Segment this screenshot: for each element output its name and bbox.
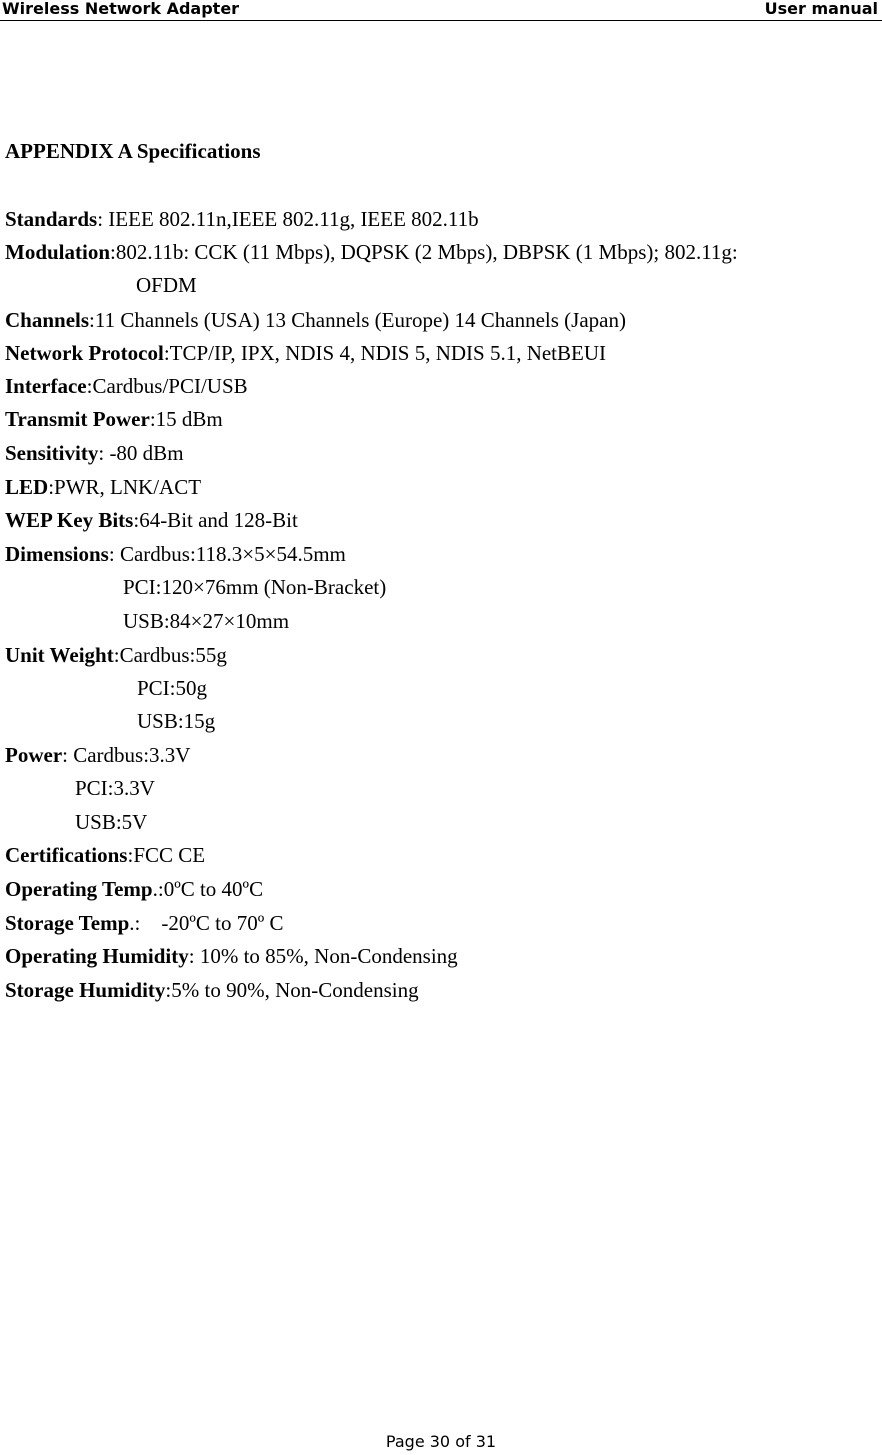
spec-label: Dimensions — [5, 542, 109, 566]
spec-dimensions-usb: USB:84×27×10mm — [123, 609, 290, 633]
spec-label: Modulation — [5, 240, 111, 264]
spec-value: -80 dBm — [109, 441, 184, 465]
spec-value: IEEE 802.11n,IEEE 802.11g, IEEE 802.11b — [108, 207, 479, 231]
spec-modulation — [5, 239, 738, 265]
spec-modulation-cont: OFDM — [136, 273, 197, 297]
spec-separator: : — [86, 374, 93, 398]
spec-dimensions-pci: PCI:120×76mm (Non-Bracket) — [123, 575, 387, 599]
spec-label: Standards — [5, 207, 98, 231]
appendix-title: APPENDIX A Specifications — [5, 139, 261, 163]
spec-separator: : — [62, 743, 74, 767]
spec-value: 15 dBm — [155, 407, 223, 431]
spec-value: PWR, LNK/ACT — [54, 475, 202, 499]
spec-label: Certifications — [5, 843, 128, 867]
spec-label: Storage Humidity — [5, 978, 166, 1002]
spec-separator: .: — [129, 911, 162, 935]
spec-separator: : — [110, 240, 116, 264]
spec-value: -20ºC to 70º C — [161, 911, 284, 935]
spec-interface — [5, 373, 248, 399]
spec-separator: : — [98, 441, 110, 465]
page-number: Page 30 of 31 — [385, 1432, 497, 1451]
spec-separator: : — [133, 508, 140, 532]
spec-power — [5, 742, 190, 768]
spec-label: Transmit Power — [5, 407, 150, 431]
spec-label: Sensitivity — [5, 441, 99, 465]
spec-network-protocol — [5, 340, 606, 366]
spec-separator: : — [89, 308, 95, 332]
spec-label: WEP Key Bits — [5, 508, 134, 532]
spec-value: TCP/IP, IPX, NDIS 4, NDIS 5, NDIS 5.1, NetBEUI — [169, 341, 607, 365]
spec-value: 64-Bit and 128-Bit — [139, 508, 298, 532]
spec-unit-weight-pci: PCI:50g — [137, 676, 208, 700]
spec-separator: : — [149, 407, 156, 431]
spec-unit-weight — [5, 642, 227, 668]
spec-separator: : — [165, 978, 172, 1002]
spec-value: 5% to 90%, Non-Condensing — [171, 978, 419, 1002]
spec-separator: : — [97, 207, 109, 231]
page-header — [0, 0, 882, 21]
spec-standards — [5, 206, 479, 232]
spec-separator: .: — [152, 877, 164, 901]
spec-label: Power — [5, 743, 63, 767]
spec-separator: : — [188, 944, 200, 968]
spec-separator: : — [163, 341, 170, 365]
spec-value: 11 Channels (USA) 13 Channels (Europe) 14 Channels (Japan) — [94, 308, 626, 332]
header-product-name: Wireless Network Adapter — [2, 0, 240, 18]
spec-separator: : — [48, 475, 55, 499]
spec-separator: : — [113, 643, 120, 667]
spec-label: Storage Temp — [5, 911, 130, 935]
spec-label: Operating Humidity — [5, 944, 189, 968]
spec-value: Cardbus:3.3V — [73, 743, 191, 767]
spec-value: 802.11b: CCK (11 Mbps), DQPSK (2 Mbps), DBPSK (1 Mbps); 802.11g: — [115, 240, 738, 264]
spec-storage-temp — [5, 910, 283, 936]
spec-value: Cardbus/PCI/USB — [92, 374, 248, 398]
spec-storage-humidity — [5, 977, 419, 1003]
spec-separator: : — [108, 542, 120, 566]
spec-power-usb: USB:5V — [75, 810, 148, 834]
spec-dimensions — [5, 541, 346, 567]
spec-value: 10% to 85%, Non-Condensing — [199, 944, 458, 968]
spec-value: Cardbus:55g — [119, 643, 227, 667]
header-doc-type: User manual — [764, 0, 878, 18]
spec-operating-humidity — [5, 943, 458, 969]
spec-separator: : — [127, 843, 134, 867]
spec-operating-temp — [5, 876, 263, 902]
spec-led — [5, 474, 201, 500]
spec-power-pci: PCI:3.3V — [75, 776, 155, 800]
spec-label: Interface — [5, 374, 87, 398]
spec-unit-weight-usb: USB:15g — [137, 709, 216, 733]
spec-label: LED — [5, 475, 49, 499]
spec-certifications — [5, 842, 205, 868]
spec-channels — [5, 307, 626, 333]
spec-sensitivity — [5, 440, 184, 466]
spec-transmit-power — [5, 406, 223, 432]
spec-value: FCC CE — [133, 843, 206, 867]
spec-value: Cardbus:118.3×5×54.5mm — [119, 542, 346, 566]
spec-value: 0ºC to 40ºC — [163, 877, 264, 901]
spec-label: Unit Weight — [5, 643, 114, 667]
spec-label: Operating Temp — [5, 877, 153, 901]
spec-label: Network Protocol — [5, 341, 164, 365]
spec-wep-key-bits — [5, 507, 298, 533]
spec-label: Channels — [5, 308, 90, 332]
